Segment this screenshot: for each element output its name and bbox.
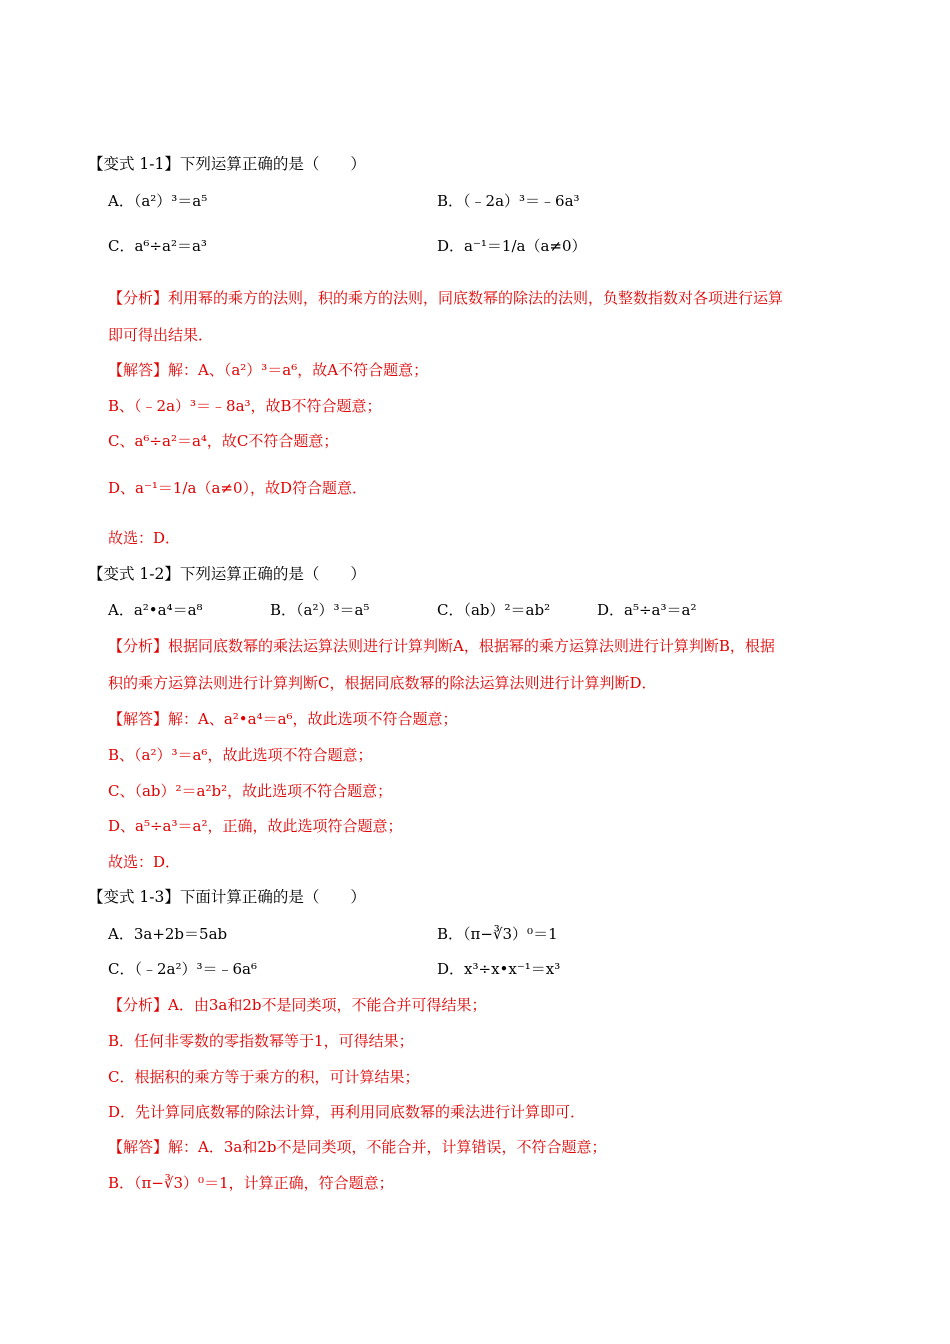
q1-answer-line4: D、a⁻¹＝1/a（a≠0），故D符合题意． xyxy=(108,479,368,497)
q2-analysis-line1: 【分析】根据同底数幂的乘法运算法则进行计算判断A，根据幂的乘方运算法则进行计算判断B，根据 xyxy=(108,637,775,655)
q1-analysis-line2: 即可得出结果． xyxy=(108,326,214,344)
q3-title: 【变式 1-3】下面计算正确的是（ ） xyxy=(88,888,366,906)
q1-option-b: B．（﹣2a）³＝﹣6a³ xyxy=(437,192,580,210)
q3-answer-line1: 【解答】解：A．3a和2b不是同类项，不能合并，计算错误，不符合题意； xyxy=(108,1138,607,1156)
q1-answer-line2: B、（﹣2a）³＝﹣8a³，故B不符合题意； xyxy=(108,397,382,415)
q2-answer-line4: D、a⁵÷a³＝a²，正确，故此选项符合题意； xyxy=(108,817,403,835)
q3-answer-line2: B．（π−∛3）⁰＝1，计算正确，符合题意； xyxy=(108,1174,394,1192)
q2-analysis-line2: 积的乘方运算法则进行计算判断C，根据同底数幂的除法运算法则进行计算判断D． xyxy=(108,674,657,692)
q3-option-b: B．（π−∛3）⁰＝1 xyxy=(437,925,558,943)
q3-analysis-line1: 【分析】A．由3a和2b不是同类项，不能合并可得结果； xyxy=(108,996,487,1014)
q1-answer-line3: C、a⁶÷a²＝a⁴，故C不符合题意； xyxy=(108,432,339,450)
q1-choice: 故选：D． xyxy=(108,529,181,547)
q1-analysis-line1: 【分析】利用幂的乘方的法则，积的乘方的法则，同底数幂的除法的法则，负整数指数对各项进行运算 xyxy=(108,289,784,307)
q3-option-c: C．（﹣2a²）³＝﹣6a⁶ xyxy=(108,960,257,978)
q2-option-d: D．a⁵÷a³＝a² xyxy=(597,601,697,619)
q2-answer-line2: B、（a²）³＝a⁶，故此选项不符合题意； xyxy=(108,746,373,764)
q2-option-b: B．（a²）³＝a⁵ xyxy=(270,601,370,619)
q3-analysis-line3: C．根据积的乘方等于乘方的积，可计算结果； xyxy=(108,1068,420,1086)
q1-option-a: A．（a²）³＝a⁵ xyxy=(108,192,208,210)
q2-option-a: A．a²•a⁴＝a⁸ xyxy=(108,601,203,619)
q1-option-c: C．a⁶÷a²＝a³ xyxy=(108,237,207,255)
q3-analysis-line2: B．任何非零数的零指数幂等于1，可得结果； xyxy=(108,1032,414,1050)
q3-option-d: D．x³÷x•x⁻¹＝x³ xyxy=(437,960,561,978)
q1-answer-line1: 【解答】解：A、（a²）³＝a⁶，故A不符合题意； xyxy=(108,361,429,379)
q1-title: 【变式 1-1】下列运算正确的是（ ） xyxy=(88,155,366,173)
q2-answer-line3: C、（ab）²＝a²b²，故此选项不符合题意； xyxy=(108,782,393,800)
q3-analysis-line4: D．先计算同底数幂的除法计算，再利用同底数幂的乘法进行计算即可． xyxy=(108,1103,586,1121)
q2-choice: 故选：D． xyxy=(108,853,181,871)
q2-title: 【变式 1-2】下列运算正确的是（ ） xyxy=(88,565,366,583)
q2-answer-line1: 【解答】解：A、a²•a⁴＝a⁶，故此选项不符合题意； xyxy=(108,710,458,728)
q2-option-c: C．（ab）²＝ab² xyxy=(437,601,551,619)
q3-option-a: A．3a+2b＝5ab xyxy=(108,925,228,943)
q1-option-d: D．a⁻¹＝1/a（a≠0） xyxy=(437,237,587,255)
